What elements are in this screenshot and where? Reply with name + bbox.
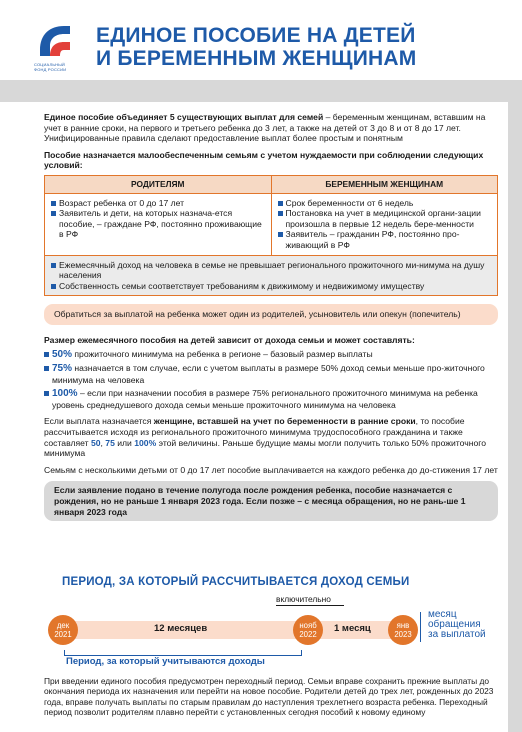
bullet-icon <box>51 211 56 216</box>
bullet-icon <box>278 211 283 216</box>
many-children-paragraph: Семьям с несколькими детьми от 0 до 17 лет пособие выплачивается на каждого ребенка до до-стижения 17 лет <box>44 464 498 475</box>
table-header-parents: РОДИТЕЛЯМ <box>45 176 272 194</box>
list-item: Заявитель и дети, на которых назнача-ется пособие, – граждане РФ, постоянно проживающие в РФ <box>51 208 265 240</box>
bullet-icon <box>51 263 56 268</box>
included-marker <box>276 605 344 606</box>
list-item: Заявитель – гражданин РФ, постоянно про-живающий в РФ <box>278 229 492 250</box>
list-item: Срок беременности от 6 недель <box>278 198 492 209</box>
transition-paragraph: При введении единого пособия предусмотрен переходный период. Семьи вправе сохранить прежние выплаты до окончания периода их назначения или перейти на новое пособие. Родители детей до трех лет, рожденных до 2023 года, вправе получать выплаты по старым правилам до наступления трехлетнего возраста ребенка. Переходный период позволит родителям плавно перейти с установленных сегодня пособий к новому единому <box>44 676 494 718</box>
period-12-months: 12 месяцев <box>154 623 208 634</box>
decorative-side-band <box>508 102 522 732</box>
logo-caption: СОЦИАЛЬНЫЙ ФОНД РОССИИ <box>34 62 67 72</box>
page-title: ЕДИНОЕ ПОСОБИЕ НА ДЕТЕЙ И БЕРЕМЕННЫМ ЖЕНЩИНАМ <box>96 24 417 70</box>
list-item: Собственность семьи соответствует требованиям к движимому и недвижимому имуществу <box>51 281 491 292</box>
pregnant-conditions <box>272 194 498 255</box>
bullet-icon <box>44 391 49 396</box>
month-nov-2022: нояб 2022 <box>293 615 323 645</box>
applicant-note: Обратиться за выплатой на ребенка может один из родителей, усыновитель или опекун (попечитель) <box>44 304 498 325</box>
brace <box>420 612 426 642</box>
income-period-label: Период, за который учитываются доходы <box>66 656 265 667</box>
month-dec-2021: дек 2021 <box>48 615 78 645</box>
period-1-month: 1 месяц <box>334 623 371 634</box>
size-item: 50% прожиточного минимума на ребенка в регионе – базовый размер выплаты <box>44 349 498 361</box>
conditions-title: Пособие назначается малообеспеченным семьям с учетом нуждаемости при соблюдении следующих условий: <box>44 149 484 171</box>
conditions-table <box>44 175 498 296</box>
bullet-icon <box>44 352 49 357</box>
bullet-icon <box>51 201 56 206</box>
common-conditions <box>45 255 497 296</box>
list-item: Возраст ребенка от 0 до 17 лет <box>51 198 265 209</box>
main-content <box>44 112 498 521</box>
size-title: Размер ежемесячного пособия на детей зависит от дохода семьи и может составлять: <box>44 334 415 345</box>
application-deadline-note: Если заявление подано в течение полугода после рождения ребенка, пособие назначается с рождения, но не раньше 1 января 2023 года. Если позже – с месяца обращения, но не рань-ше 1 января 2023 года <box>44 481 498 521</box>
application-month-note: месяц обращения за выплатой <box>428 609 486 640</box>
intro-paragraph: Единое пособие объединяет 5 существующих выплат для семей – беременным женщинам, вставшим на учет в ранние сроки, на первого и третьего ребенка до 3 лет, а также на детей от 3 до 8 и от 8 до 17 лет. Унифицированные правила сделают предоставление выплат более простым и понятным <box>44 112 486 144</box>
list-item: Ежемесячный доход на человека в семье не превышает регионального прожиточного ми-нимума на душу населения <box>51 260 491 281</box>
sfr-logo-icon <box>34 20 76 62</box>
bullet-icon <box>44 366 49 371</box>
bullet-icon <box>278 201 283 206</box>
bullet-icon <box>51 284 56 289</box>
included-label: включительно <box>276 594 331 604</box>
list-item: Постановка на учет в медицинской органи-зации произошла в первые 12 недель бере-менности <box>278 208 492 229</box>
month-jan-2023: янв 2023 <box>388 615 418 645</box>
header <box>0 0 522 80</box>
period-title: ПЕРИОД, ЗА КОТОРЫЙ РАССЧИТЫВАЕТСЯ ДОХОД СЕМЬИ <box>62 576 410 588</box>
size-item: 100% – если при назначении пособия в размере 75% регионального прожиточного минимума на ребенка уровень среднедушевого дохода семьи меньше прожиточного минимума на человека <box>44 388 498 410</box>
pregnant-paragraph: Если выплата назначается женщине, вставшей на учет по беременности в ранние сроки, то пособие рассчитывается исходя из регионального прожиточного минимума трудоспособного гражданина и также составляет 50, 75 или 100% этой величины. Раньше будущие мамы могли получить только 50% прожиточного минимума <box>44 416 486 459</box>
size-item: 75% назначается в том случае, если с учетом выплаты в размере 50% доход семьи меньше про-житочного минимума на человека <box>44 363 498 385</box>
decorative-band <box>0 80 522 102</box>
income-period-timeline <box>48 614 418 646</box>
parents-conditions <box>45 194 272 255</box>
bullet-icon <box>278 232 283 237</box>
table-header-pregnant: БЕРЕМЕННЫМ ЖЕНЩИНАМ <box>272 176 498 194</box>
